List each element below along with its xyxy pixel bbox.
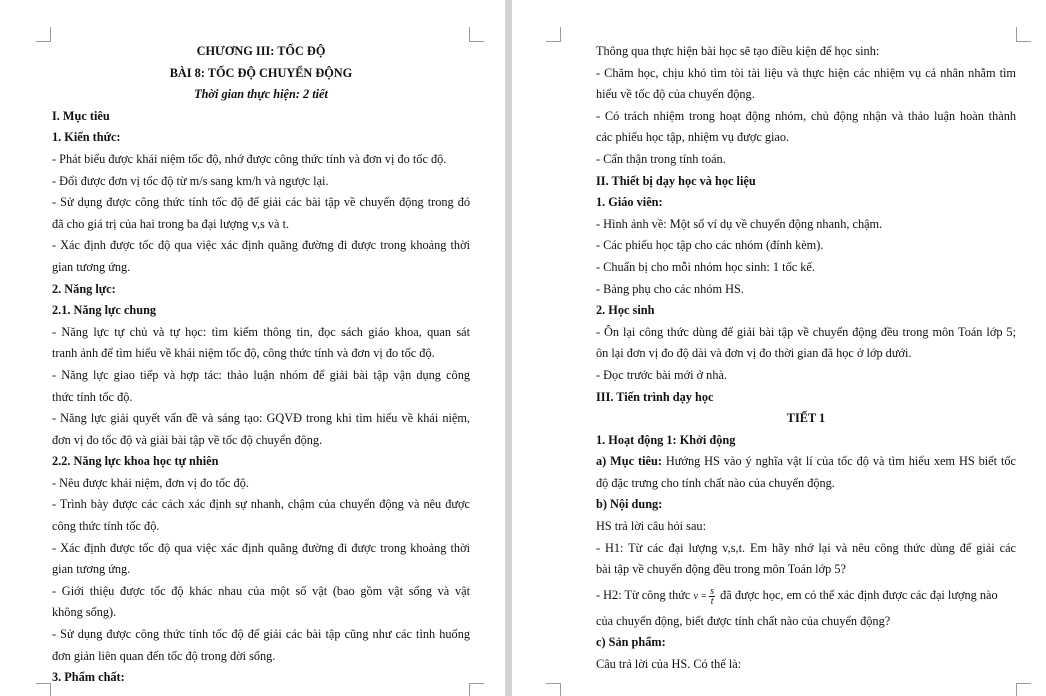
paragraph-line: - Nêu được khái niệm, đơn vị đo tốc độ. — [52, 475, 249, 490]
paragraph-line: của chuyển động, biết được tính chất nào của chuyển động? — [596, 613, 891, 628]
paragraph-line: đã cho giá trị của hai trong ba đại lượng v,s và t. — [52, 216, 290, 231]
paragraph-line: - Xác định được tốc độ qua việc xác định quãng đường đi được trong khoảng thời — [52, 238, 470, 253]
objective-label: a) Mục tiêu: — [596, 454, 662, 469]
question-h1: - H1: Từ các đại lượng v,s,t. Em hãy nhớ lại và nêu công thức dùng để giải các — [596, 540, 1016, 555]
paragraph-line: đơn vị đo tốc độ và giải bài tập về tốc độ chuyển động. — [52, 432, 323, 447]
paragraph-line: - Ôn lại công thức dùng để giải bài tập về chuyển động đều trong môn Toán lớp 5; — [596, 324, 1016, 339]
subsection-heading: 2. Học sinh — [596, 303, 655, 318]
question-h2-prefix: - H2: Từ công thức — [596, 587, 694, 602]
speed-formula — [693, 585, 717, 607]
paragraph-line: - Xác định được tốc độ qua việc xác định quãng đường đi được trong khoảng thời — [52, 540, 470, 555]
paragraph-line: - Trình bày được các cách xác định sự nhanh, chậm của chuyển động và nêu được — [52, 497, 470, 512]
paragraph-line: - Hình ảnh về: Một số ví dụ về chuyển động nhanh, chậm. — [596, 216, 883, 231]
margin-corner-mark — [36, 27, 51, 42]
paragraph-line: gian tương ứng. — [52, 259, 131, 274]
subsection-heading: 2.1. Năng lực chung — [52, 303, 157, 318]
margin-corner-mark — [546, 683, 561, 696]
paragraph-line: - Sử dụng được công thức tính tốc độ để giải các bài tập cũng như các tình huống — [52, 627, 470, 642]
paragraph-line: công thức tính tốc độ. — [52, 519, 160, 534]
margin-corner-mark — [36, 683, 51, 696]
paragraph-line: không sống). — [52, 605, 117, 620]
page-gap — [505, 0, 512, 696]
paragraph-line: - Bảng phụ cho các nhóm HS. — [596, 281, 744, 296]
paragraph-line: độ đặc trưng cho tính chất nào của chuyển động. — [596, 475, 835, 490]
formula-fraction — [709, 587, 715, 606]
lesson-title: BÀI 8: TỐC ĐỘ CHUYỂN ĐỘNG — [169, 65, 353, 80]
period-heading: TIẾT 1 — [786, 411, 826, 426]
margin-corner-mark — [1016, 683, 1031, 696]
paragraph-line: - Phát biểu được khái niệm tốc độ, nhớ được công thức tính và đơn vị đo tốc độ. — [52, 151, 447, 166]
formula-lhs: v = — [693, 590, 708, 602]
paragraph-line: Thông qua thực hiện bài học sẽ tạo điều kiện để học sinh: — [596, 44, 880, 58]
paragraph-line: - Các phiếu học tập cho các nhóm (đính kèm). — [596, 238, 824, 253]
document-page-left — [0, 0, 505, 696]
paragraph-line: - Đổi được đơn vị tốc độ từ m/s sang km/h và ngược lại. — [52, 173, 329, 188]
paragraph-line: Câu trả lời của HS. Có thể là: — [596, 657, 742, 672]
paragraph-line: đơn giản liên quan đến tốc độ trong đời sống. — [52, 648, 276, 663]
formula-denominator: t — [710, 595, 714, 607]
content-label: b) Nội dung: — [596, 497, 663, 512]
paragraph-line: - Chuẩn bị cho mỗi nhóm học sinh: 1 tốc kế. — [596, 259, 815, 274]
margin-corner-mark — [469, 27, 484, 42]
objective-line — [596, 451, 1016, 473]
right-page-text — [596, 41, 1016, 676]
paragraph-line: hiểu về tốc độ của chuyển động. — [596, 87, 755, 102]
activity-heading: 1. Hoạt động 1: Khởi động — [596, 432, 736, 447]
paragraph-line: - Cẩn thận trong tính toán. — [596, 151, 726, 166]
paragraph-line: - Đọc trước bài mới ở nhà. — [596, 367, 728, 382]
paragraph-line: bài tập về chuyển động đều trong môn Toán lớp 5? — [596, 562, 846, 577]
paragraph-line: ôn lại đơn vị đo độ dài và đơn vị đo thời gian đã học ở lớp dưới. — [596, 346, 912, 361]
subsection-heading: 2. Năng lực: — [52, 281, 116, 296]
lesson-duration: Thời gian thực hiện: 2 tiết — [194, 87, 328, 102]
section-heading: III. Tiến trình dạy học — [596, 389, 714, 404]
paragraph-line: gian tương ứng. — [52, 562, 131, 577]
paragraph-line: các phiếu học tập, nhiệm vụ được giao. — [596, 130, 790, 145]
document-page-right — [512, 0, 1046, 696]
subsection-heading: 3. Phẩm chất: — [52, 670, 125, 685]
section-heading: II. Thiết bị dạy học và học liệu — [596, 173, 756, 188]
subsection-heading: 1. Kiến thức: — [52, 130, 121, 145]
paragraph-line: - Giới thiệu được tốc độ khác nhau của một số vật (bao gồm vật sống và vật — [52, 583, 470, 598]
margin-corner-mark — [469, 683, 484, 696]
question-h2 — [596, 581, 1016, 611]
paragraph-line: - Có trách nhiệm trong hoạt động nhóm, chủ động nhận và thảo luận hoàn thành — [596, 108, 1016, 123]
paragraph-line: HS trả lời câu hỏi sau: — [596, 519, 706, 534]
paragraph-line: thức tính tốc độ. — [52, 389, 133, 404]
left-page-text — [52, 41, 470, 689]
margin-corner-mark — [1016, 27, 1031, 42]
paragraph-line: tranh ảnh để tìm hiểu về khái niệm tốc độ, công thức tính và đơn vị đo tốc độ. — [52, 346, 435, 361]
section-heading: I. Mục tiêu — [52, 108, 110, 123]
subsection-heading: 1. Giáo viên: — [596, 195, 663, 210]
paragraph-line: - Năng lực giải quyết vấn đề và sáng tạo: GQVĐ trong khi tìm hiểu về khái niệm, — [52, 411, 470, 426]
paragraph-line: - Năng lực tự chủ và tự học: tìm kiếm thông tin, đọc sách giáo khoa, quan sát — [52, 324, 470, 339]
formula-numerator: s — [710, 585, 715, 597]
subsection-heading: 2.2. Năng lực khoa học tự nhiên — [52, 454, 219, 469]
paragraph-line: - Sử dụng được công thức tính tốc độ để giải các bài tập về chuyển động trong đó — [52, 195, 470, 210]
paragraph-line: - Năng lực giao tiếp và hợp tác: thảo luận nhóm để giải bài tập vận dụng công — [52, 367, 470, 382]
chapter-heading: CHƯƠNG III: TỐC ĐỘ — [196, 44, 326, 58]
objective-text: Hướng HS vào ý nghĩa vật lí của tốc độ và tìm hiểu xem HS biết tốc — [665, 454, 1016, 469]
product-label: c) Sản phẩm: — [596, 635, 666, 650]
margin-corner-mark — [546, 27, 561, 42]
question-h2-suffix: đã được học, em có thể xác định được các đại lượng nào — [717, 587, 998, 602]
paragraph-line: - Chăm học, chịu khó tìm tòi tài liệu và thực hiện các nhiệm vụ cá nhân nhằm tìm — [596, 65, 1016, 80]
